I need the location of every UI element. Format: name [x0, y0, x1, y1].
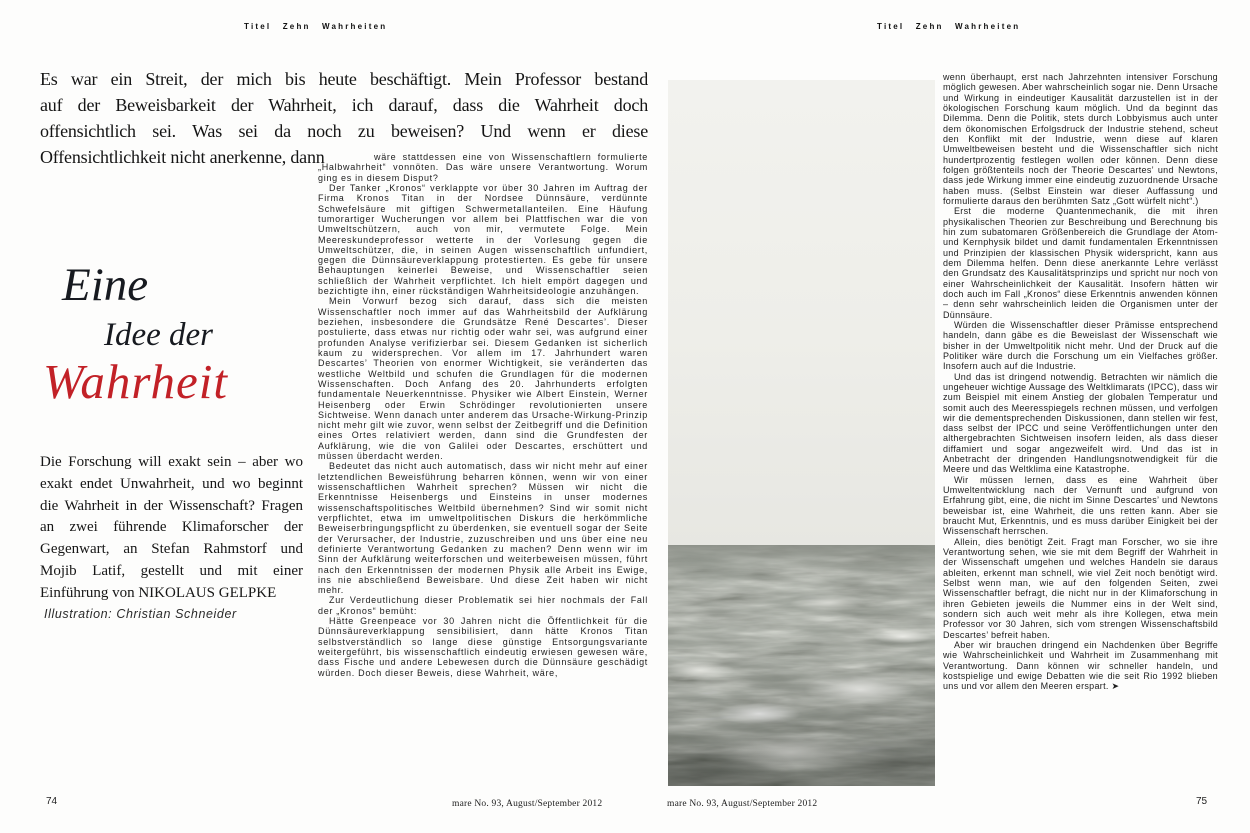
footer-right: mare No. 93, August/September 2012 — [667, 799, 818, 809]
page-number-right: 75 — [1196, 796, 1208, 807]
body-column-right — [943, 72, 1218, 798]
title-line-1: Eine — [62, 259, 149, 311]
body-paragraph: Und das ist dringend notwendig. Betrachten wir nämlich die ungeheuer wichtige Aussage des Weltklimarats (IPCC), dass wir zum Beispiel mit einem Anstieg der globalen Temperatur und somit auch des Meeresspiegels rechnen müssen, und verfolgen wir die dementsprechenden Diskussionen, dann stellen wir fest, dass selbst der IPCC und seine Veröffentlichungen unter den althergebrachten Sichtweisen insofern leiden, als dass dieser diffamiert und sogar angezweifelt wird. Und das ist in Anbetracht der dringenden Handlungsnotwendigkeit für die Meere und das Weltklima eine Katastrophe. — [943, 371, 1218, 475]
body-paragraph: Hätte Greenpeace vor 30 Jahren nicht die Öffentlichkeit für die Dünnsäureverklappung sensibilisiert, dann hätte Kronos Titan selbstverständlich so lange diese günstige Entsorgungsvariante weitergeführt, bis wissenschaftlich eindeutig erwiesen gewesen wäre, dass Fische und andere Lebewesen durch die Dünnsäure geschädigt würden. Doch dieser Beweis, diese Wahrheit, wäre, — [318, 616, 648, 678]
footer-left: mare No. 93, August/September 2012 — [452, 799, 603, 809]
body-paragraph: Mein Vorwurf bezog sich darauf, dass sich die meisten Wissenschaftler noch immer auf das Wahrheitsbild der Aufklärung beziehen, insbesondere die Grundsätze René Descartes’. Dieser postulierte, dass etwas nur richtig oder wahr sei, was aufgrund einer profunden Analyse verifizierbar sei. Diesem Gedanken ist sicherlich kaum zu widersprechen. Vor allem im 17. Jahrhundert waren Descartes’ Theorien von enormer Wichtigkeit, sie veränderten das westliche Weltbild und schufen die Grundlagen für die modernen Wissenschaften. Doch Anfang des 20. Jahrhunderts erfolgten fundamentale Neuerkenntnisse. Physiker wie Albert Einstein, Werner Heisenberg oder Erwin Schrödinger revolutionierten unsere Sichtweise. Wenn danach unter anderem das Ursache-Wirkung-Prinzip nicht mehr gilt wie zuvor, wenn selbst der Zeitbegriff und die Definition eines Ortes relativiert werden, dann sind die Grundfesten der Aufklärung, wie die von Galilei oder Descartes, erschüttert und müssen überdacht werden. — [318, 296, 648, 462]
standfirst: Die Forschung will exakt sein – aber wo exakt endet Unwahrheit, und wo beginnt die Wahrheit in der Wissenschaft? Fragen an zwei führende Klimaforscher der Gegenwart, an Stefan Rahmstorf und Mojib Latif, gestellt und mit einer Einführung von NIKOLAUS GELPKE — [40, 454, 303, 601]
body-paragraphs-right — [943, 72, 1218, 692]
body-paragraph: Zur Verdeutlichung dieser Problematik sei hier nochmals der Fall der „Kronos“ bemüht: — [318, 595, 648, 616]
title-line-3-accent: Wahrheit — [43, 354, 228, 409]
body-column-left — [318, 152, 648, 798]
intro-line: auf der Beweisbarkeit der Wahrheit, ich darauf, dass die Wahrheit doch — [40, 95, 648, 115]
running-head-right: Titel Zehn Wahrheiten — [877, 22, 1021, 31]
wave-shadows — [668, 545, 935, 786]
body-paragraph: Wir müssen lernen, dass es eine Wahrheit über Umweltentwicklung nach der Vernunft und aufgrund von Erfahrung gibt, eine, die nicht im Sinne Descartes’ und Newtons beweisbar ist, eine Wahrheit, die uns retten kann. Aber sie braucht Mut, Erkenntnis, und es muss darüber Einigkeit bei der Wissenschaft herrschen. — [943, 474, 1218, 537]
body-paragraph: Bedeutet das nicht auch automatisch, dass wir nicht mehr auf einer letztendlichen Beweisführung beharren können, wenn wir von einer wissenschaftlichen Wahrheit sprechen? Müssen wir nicht die Erkenntnisse Heisenbergs und Einsteins in unser modernes wissenschaftspolitisches Weltbild übernehmen? Sind wir somit nicht verpflichtet, etwa im umweltpolitischen Diskurs die herkömmliche Beweiserbringungspflicht zu überdenken, sie eventuell sogar der Seite der Verursacher, der Industrie, zuzuschreiben und uns über eine neu definierte Verantwortung Gedanken zu machen? Denn wenn wir im Sinn der Aufklärung weiterforschen und weiterbeweisen müssen, führt nach den Erkenntnissen der modernen Physik alle Arbeit ins Ewige, ins nie abschließend Beweisbare. Und diese Zeit haben wir nicht mehr. — [318, 461, 648, 596]
intro-line: Es war ein Streit, der mich bis heute beschäftigt. Mein Professor bestand — [40, 69, 648, 89]
page-number-left: 74 — [46, 796, 58, 807]
title-line-2: Idee der — [104, 317, 214, 353]
sea-illustration-waves — [668, 545, 935, 786]
body-paragraph: Aber wir brauchen dringend ein Nachdenken über Begriffe wie Wahrscheinlichkeit und Wahrheit im Zusammenhang mit Verantwortung. Dann können wir schneller handeln, und kostspielige und ewige Debatten wie die seit Rio 1992 blieben uns und vor allem den Meeren erspart. ➤ — [943, 640, 1218, 692]
body-paragraph: Würden die Wissenschaftler dieser Prämisse entsprechend handeln, dann gäbe es die Beweislast der Wissenschaft wie bisher in der Umweltpolitik nicht mehr. Und der Druck auf die Politiker wäre durch die Forschung um ein Vielfaches größer. Insofern auch auf die Industrie. — [943, 319, 1218, 372]
intro-wrap-spacer — [318, 152, 374, 161]
running-head-left: Titel Zehn Wahrheiten — [244, 22, 388, 31]
body-paragraph: Allein, dies benötigt Zeit. Fragt man Forscher, wo sie ihre Verantwortung sehen, wie sie mit dem Begriff der Wahrheit in der Wissenschaft umgehen und welches Handeln sie daraus ableiten, erkennt man schnell, wie viel Zeit noch benötigt wird. Selbst wenn man, wie auf den folgenden Seiten, zwei Wissenschaftler befragt, die nicht nur in der Klimaforschung in ihren Gebieten jeweils die Nummer eins in der Welt sind, sondern sich auch weit mehr als ihre Kollegen, etwa mein Professor vor 30 Jahren, sich vom strengen Wissenschaftsbild Descartes’ befreit haben. — [943, 536, 1218, 640]
intro-line: Offensichtlichkeit nicht anerkenne, dann — [40, 147, 325, 167]
body-paragraph: wenn überhaupt, erst nach Jahrzehnten intensiver Forschung möglich gewesen. Aber wahrscheinlich sogar nie. Denn Ursache und Wirkung in eindeutiger Kausalität darzustellen ist in der ökologischen Forschung kaum möglich. Und da beginnt das Dilemma. Denn die Politik, stets durch Lobbyismus auch unter dem ökonomischen Erfolgsdruck der Industrie stehend, scheut den Konflikt mit der Industrie, wenn diese auf klaren Umweltbeweisen besteht und die Wissenschaftler sich nicht hundertprozentig festlegen wollen oder können. Denn diese folgen größtenteils noch der Theorie Descartes’ und Newtons, dass jede Wirkung immer eine eindeutig zuzuordnende Ursache haben muss. (Selbst Einstein war dieser Auffassung und formulierte daraus den berühmten Satz „Gott würfelt nicht“.) — [943, 72, 1218, 206]
body-paragraph: Der Tanker „Kronos“ verklappte vor über 30 Jahren im Auftrag der Firma Kronos Titan in der Nordsee Dünnsäure, verdünnte Schwefelsäure mit giftigen Schwermetallanteilen. Eine Häufung tumorartiger Wucherungen vor allem bei Plattfischen war die von Umweltschützern, auch von mir, vermutete Folge. Mein Meereskundeprofessor wetterte in der Vorlesung gegen die Umweltschützer, die, in seinen Augen wissenschaftlich unfundiert, gegen die Dünnsäureverklappung protestierten. Es gebe für unsere Behauptungen keinerlei Beweise, und Wissenschaftler seien schließlich der Wahrheit verpflichtet. Ich hielt empört dagegen und bezichtigte ihn, einer rückständigen Wahrheitsideologie anzuhängen. — [318, 182, 648, 297]
intro-line: offensichtlich sei. Was sei da noch zu beweisen? Und wenn er diese — [40, 121, 648, 141]
body-paragraph: wäre stattdessen eine von Wissenschaftlern formulierte „Halbwahrheit“ vonnöten. Das wäre unsere Verantwortung. Worum ging es in diesem Disput? — [318, 152, 648, 183]
article-title — [40, 260, 228, 408]
sea-illustration-sky — [668, 80, 935, 545]
body-paragraph: Erst die moderne Quantenmechanik, die mit ihren physikalischen Theorien zur Beschreibung und Berechnung bis hin zum subatomaren Größenbereich die Grundlage der Atom- und Kernphysik bildet und damit fundamentalen Erkenntnissen und Prinzipien der klassischen Physik widerspricht, kann aus dem Dilemma helfen. Denn diese anerkannte Lehre verlässt den Grundsatz des Kausalitätsprinzips und spricht nur noch von einer Wahrscheinlichkeit der Kausalität. Insofern hätten wir doch auch im Fall „Kronos“ diese Erkenntnis anwenden können – denn sehr wahrscheinlich leiden die Organismen unter der Dünnsäure. — [943, 206, 1218, 320]
body-paragraphs-left — [318, 152, 648, 678]
illustration-credit: Illustration: Christian Schneider — [44, 607, 237, 621]
sea-illustration — [668, 80, 935, 786]
